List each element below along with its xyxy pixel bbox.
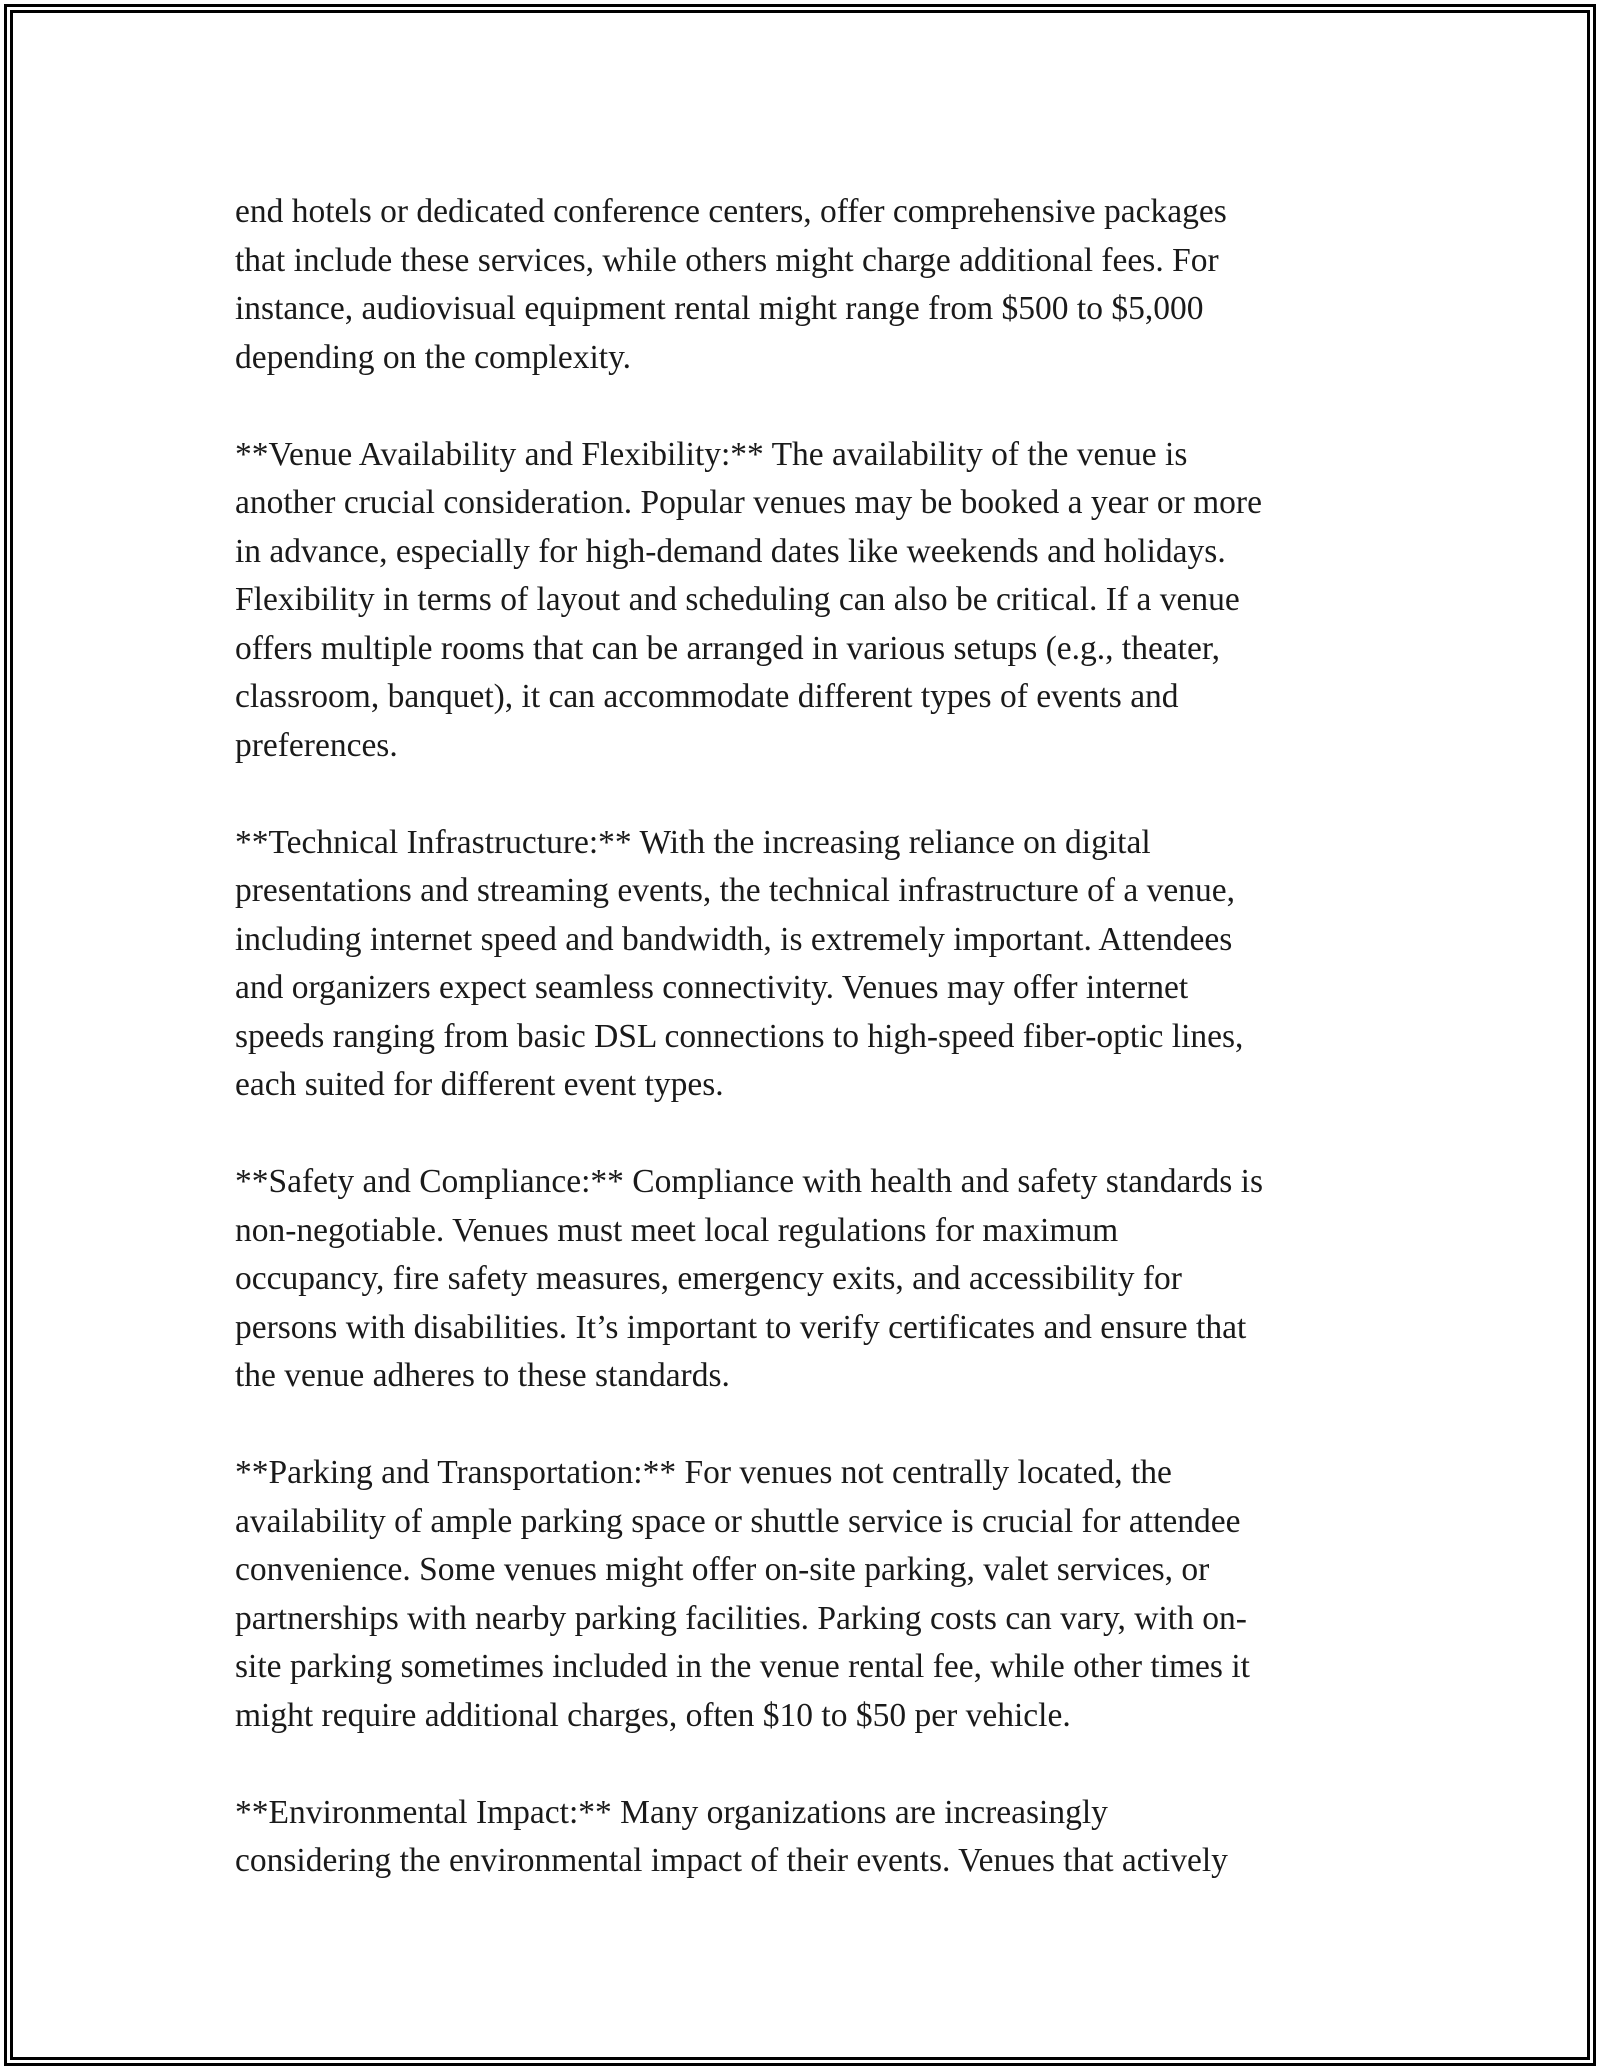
- paragraph-safety-compliance: **Safety and Compliance:** Compliance with health and safety standards is non-negotiable. Venues must meet local regulations for maximum occupancy, fire safety measures, emergency exits, and accessibility for persons with disabilities. It’s important to verify certificates and ensure that the venue adheres to these standards.: [235, 1163, 1264, 1394]
- paragraph-venue-availability: **Venue Availability and Flexibility:** The availability of the venue is another crucial consideration. Popular venues may be booked a year or more in advance, especially for high-demand dates like weekends and holidays. Flexibility in terms of layout and scheduling can also be critical. If a venue offers multiple rooms that can be arranged in various setups (e.g., theater, classroom, banquet), it can accommodate different types of events and preferences.: [235, 435, 1262, 764]
- document-body: [235, 188, 1375, 1886]
- paragraph-parking-transportation: **Parking and Transportation:** For venues not centrally located, the availability of ample parking space or shuttle service is crucial for attendee convenience. Some venues might offer on-site parking, valet services, or partnerships with nearby parking facilities. Parking costs can vary, with on- site parking sometimes included in the venue rental fee, while other times it might require additional charges, often $10 to $50 per vehicle.: [235, 1454, 1250, 1734]
- paragraph-technical-infrastructure: **Technical Infrastructure:** With the increasing reliance on digital presentations and streaming events, the technical infrastructure of a venue, including internet speed and bandwidth, is extremely important. Attendees and organizers expect seamless connectivity. Venues may offer internet speeds ranging from basic DSL connections to high-speed fiber-optic lines, each suited for different event types.: [235, 823, 1244, 1103]
- paragraph-services-costs: end hotels or dedicated conference centers, offer comprehensive packages that include these services, while others might charge additional fees. For instance, audiovisual equipment rental might range from $500 to $5,000 depending on the complexity.: [235, 193, 1227, 376]
- paragraph-environmental-impact: **Environmental Impact:** Many organizations are increasingly considering the environmental impact of their events. Venues that actively: [235, 1793, 1228, 1879]
